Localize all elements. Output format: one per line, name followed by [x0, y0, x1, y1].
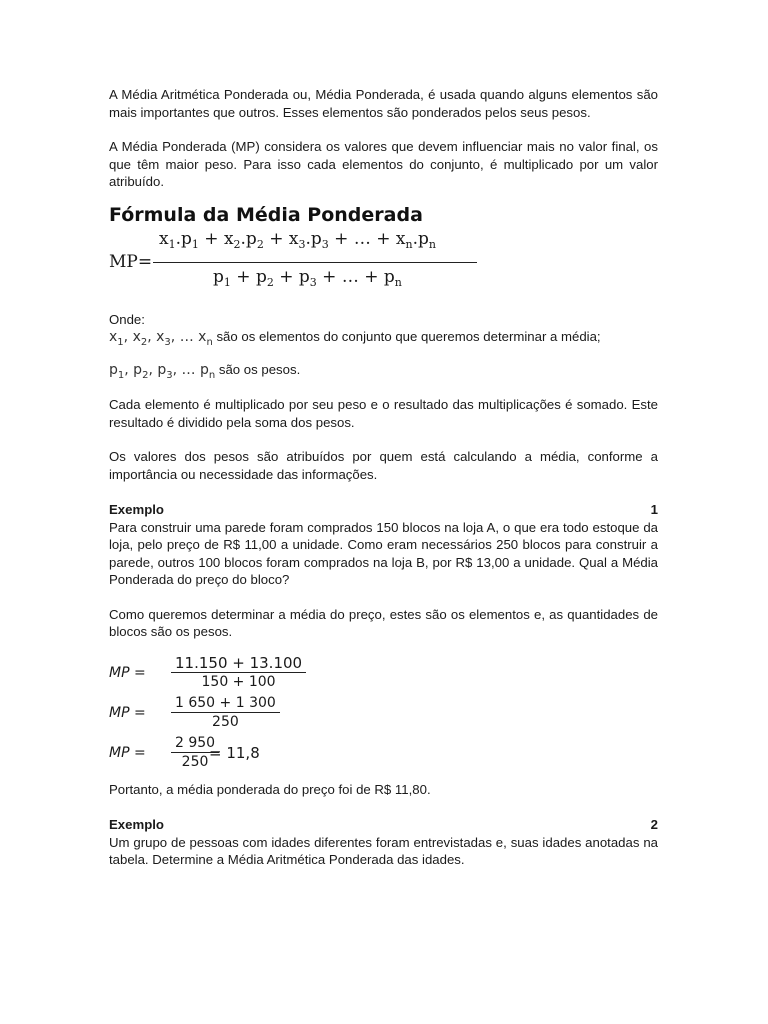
calc-2-numerator: 1 650 + 1 300	[175, 694, 276, 711]
example-2-heading	[109, 816, 658, 834]
x-variables-line	[109, 328, 658, 347]
p-variables-line	[109, 361, 658, 380]
calc-1-numerator: 11.150 + 13.100	[175, 653, 303, 672]
intro-paragraph-2: A Média Ponderada (MP) considera os valores que devem influenciar mais no valor final, os que têm maior peso. Para isso cada elementos do conjunto, é multiplicado por um valor atribuído.	[109, 139, 658, 189]
formula-numerator: $x_1.p_1 + x_2.p_2 + x_3.p_3$ + … + $x_n.p_n$	[159, 228, 436, 251]
x-variables: $x_1$, $x_2$, $x_3$, … $x_n$	[109, 329, 213, 348]
x-variables-description: são os elementos do conjunto que queremos determinar a média;	[216, 329, 601, 344]
example-1-number: 1	[650, 502, 658, 517]
calculation-step-2	[109, 695, 658, 735]
example-1-conclusion: Portanto, a média ponderada do preço foi de R$ 11,80.	[109, 781, 431, 797]
p-variables: $p_1$, $p_2$, $p_3$, … $p_n$	[109, 361, 216, 381]
explanation-paragraph-2: Os valores dos pesos são atribuídos por quem está calculando a média, conforme a importância ou necessidade das informações.	[109, 449, 658, 482]
document-page	[109, 86, 658, 869]
calc-1-fraction	[171, 655, 306, 692]
calc-3-lhs: MP =	[109, 744, 146, 761]
formula-heading: Fórmula da Média Ponderada	[109, 203, 423, 226]
calculation-step-3	[109, 735, 658, 781]
formula-lhs: MP=	[109, 251, 153, 272]
calc-2-fraction	[171, 695, 280, 732]
example-2-text: Um grupo de pessoas com idades diferentes foram entrevistadas e, suas idades anotadas na tabela. Determine a Média Aritmética Ponderada das idades.	[109, 834, 658, 867]
formula-denominator: $p_1 + p_2 + p_3$ + … + $p_n$	[213, 266, 402, 289]
example-1-text: Para construir uma parede foram comprados 150 blocos na loja A, o que era todo estoque da loja, pelo preço de R$ 11,00 a unidade. Como eram necessários 250 blocos para construir a parede, outros 100 blocos foram comprados na loja B, por R$ 13,00 a unidade. Qual a Média Ponderada do preço do bloco?	[109, 519, 658, 587]
calc-1-denominator: 150 + 100	[171, 672, 306, 692]
formula-fraction-bar	[153, 262, 477, 263]
example-2-number: 2	[650, 817, 658, 832]
example-1-label: Exemplo	[109, 502, 164, 517]
example-1-heading	[109, 501, 658, 519]
explanation-paragraph-1: Cada elemento é multiplicado por seu peso e o resultado das multiplicações é somado. Este resultado é dividido pela soma dos pesos.	[109, 397, 658, 430]
calc-3-numerator: 2 950	[175, 734, 216, 751]
calculation-step-1	[109, 655, 658, 695]
example-1-explanation: Como queremos determinar a média do preço, estes são os elementos e, as quantidades de blocos são os pesos.	[109, 606, 658, 639]
calc-2-denominator: 250	[171, 712, 280, 732]
calc-3-denominator: 250	[171, 752, 219, 772]
p-variables-description: são os pesos.	[218, 361, 301, 377]
onde-label: Onde:	[109, 311, 145, 327]
calc-3-result: = 11,8	[209, 743, 260, 762]
calc-1-lhs: MP =	[109, 664, 146, 681]
weighted-mean-formula	[109, 228, 658, 297]
intro-paragraph-1: A Média Aritmética Ponderada ou, Média Ponderada, é usada quando alguns elementos são mais importantes que outros. Esses elementos são ponderados pelos seus pesos.	[109, 87, 658, 120]
example-2-label: Exemplo	[109, 817, 164, 832]
calc-2-lhs: MP =	[109, 704, 146, 721]
